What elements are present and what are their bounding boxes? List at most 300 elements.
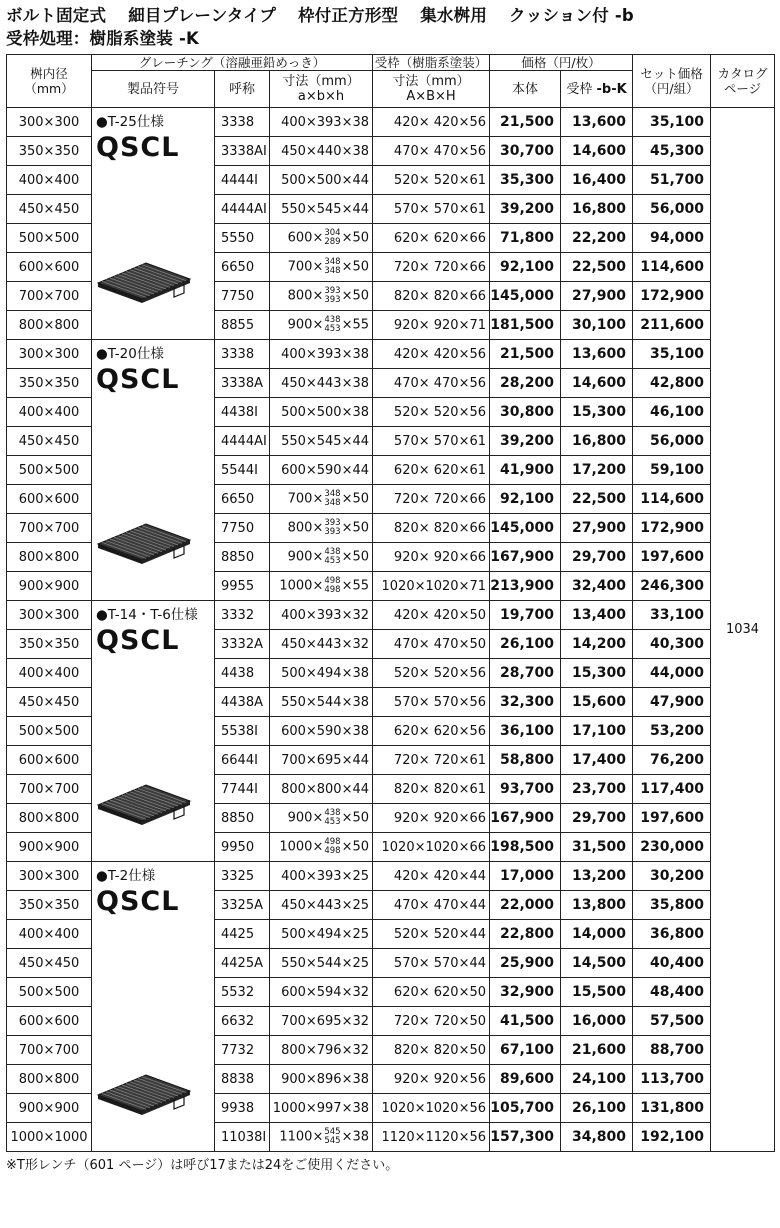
title-part: 枠付正方形型 bbox=[298, 6, 399, 25]
inner-dim-cell: 500×500 bbox=[7, 978, 92, 1007]
body-price-cell: 58,800 bbox=[490, 746, 561, 775]
set-price-cell: 35,800 bbox=[633, 891, 711, 920]
frame-dim-cell: 720× 720×66 bbox=[373, 253, 490, 282]
frame-price-cell: 13,600 bbox=[561, 108, 633, 137]
frame-dim-cell: 820× 820×61 bbox=[373, 775, 490, 804]
frame-dim-cell: 820× 820×50 bbox=[373, 1036, 490, 1065]
body-price-cell: 36,100 bbox=[490, 717, 561, 746]
dim-fraction-bottom: 348 bbox=[324, 498, 341, 508]
inner-dim-cell: 450×450 bbox=[7, 195, 92, 224]
frame-price-cell: 22,500 bbox=[561, 485, 633, 514]
body-price-cell: 92,100 bbox=[490, 485, 561, 514]
dim-fraction-top: 438 bbox=[324, 808, 341, 818]
frame-dim-cell: 420× 420×56 bbox=[373, 340, 490, 369]
nominal-cell: 7744I bbox=[215, 775, 270, 804]
frame-price-cell: 31,500 bbox=[561, 833, 633, 862]
set-price-cell: 42,800 bbox=[633, 369, 711, 398]
dim-prefix: 900× bbox=[287, 549, 324, 565]
dim-fraction-bottom: 453 bbox=[324, 324, 341, 334]
frame-price-cell: 16,800 bbox=[561, 427, 633, 456]
grating-dim-cell: 400×393×32 bbox=[270, 601, 373, 630]
dim-fraction-bottom: 498 bbox=[324, 585, 341, 595]
frame-price-cell: 34,800 bbox=[561, 1123, 633, 1152]
set-price-cell: 57,500 bbox=[633, 1007, 711, 1036]
nominal-cell: 7750 bbox=[215, 514, 270, 543]
nominal-cell: 4425A bbox=[215, 949, 270, 978]
spec-cell bbox=[92, 108, 215, 340]
inner-dim-cell: 800×800 bbox=[7, 804, 92, 833]
set-price-cell: 48,400 bbox=[633, 978, 711, 1007]
dim-fraction bbox=[324, 577, 340, 595]
frame-price-cell: 32,400 bbox=[561, 572, 633, 601]
dim-prefix: 900× bbox=[287, 317, 324, 333]
frame-dim-cell: 470× 470×56 bbox=[373, 137, 490, 166]
frame-price-cell: 17,200 bbox=[561, 456, 633, 485]
table-row bbox=[7, 108, 775, 137]
inner-dim-cell: 400×400 bbox=[7, 398, 92, 427]
header-frame-group: 受枠（樹脂系塗装） bbox=[373, 55, 490, 71]
inner-dim-cell: 800×800 bbox=[7, 311, 92, 340]
inner-dim-cell: 300×300 bbox=[7, 862, 92, 891]
frame-price-cell: 29,700 bbox=[561, 804, 633, 833]
body-price-cell: 145,000 bbox=[490, 282, 561, 311]
dim-fraction bbox=[324, 519, 340, 537]
frame-dim-cell: 570× 570×56 bbox=[373, 688, 490, 717]
dim-fraction-bottom: 393 bbox=[324, 527, 341, 537]
inner-dim-cell: 400×400 bbox=[7, 659, 92, 688]
table-row bbox=[7, 601, 775, 630]
dim-fraction-bottom: 453 bbox=[324, 556, 341, 566]
dim-fraction-bottom: 545 bbox=[324, 1136, 341, 1146]
dim-fraction-top: 438 bbox=[324, 547, 341, 557]
frame-dim-cell: 1020×1020×66 bbox=[373, 833, 490, 862]
header-nominal: 呼称 bbox=[215, 71, 270, 108]
grating-icon bbox=[94, 518, 194, 566]
frame-price-cell: 13,400 bbox=[561, 601, 633, 630]
header-frame-price: 受枠 -b-K bbox=[561, 71, 633, 108]
inner-dim-cell: 600×600 bbox=[7, 485, 92, 514]
inner-dim-cell: 300×300 bbox=[7, 340, 92, 369]
set-price-cell: 76,200 bbox=[633, 746, 711, 775]
nominal-cell: 3332 bbox=[215, 601, 270, 630]
set-price-cell: 172,900 bbox=[633, 514, 711, 543]
nominal-cell: 7750 bbox=[215, 282, 270, 311]
body-price-cell: 35,300 bbox=[490, 166, 561, 195]
product-logo: QSCL bbox=[96, 132, 180, 163]
nominal-cell: 5532 bbox=[215, 978, 270, 1007]
body-price-cell: 198,500 bbox=[490, 833, 561, 862]
set-price-cell: 192,100 bbox=[633, 1123, 711, 1152]
nominal-cell: 4438A bbox=[215, 688, 270, 717]
body-price-cell: 28,700 bbox=[490, 659, 561, 688]
nominal-cell: 9955 bbox=[215, 572, 270, 601]
set-price-cell: 33,100 bbox=[633, 601, 711, 630]
inner-dim-cell: 900×900 bbox=[7, 572, 92, 601]
grating-dim-cell bbox=[270, 311, 373, 340]
inner-dim-cell: 600×600 bbox=[7, 746, 92, 775]
frame-price-cell: 16,400 bbox=[561, 166, 633, 195]
nominal-cell: 9938 bbox=[215, 1094, 270, 1123]
grating-dim-cell: 900×896×38 bbox=[270, 1065, 373, 1094]
body-price-cell: 93,700 bbox=[490, 775, 561, 804]
frame-dim-cell: 520× 520×56 bbox=[373, 659, 490, 688]
frame-price-cell: 21,600 bbox=[561, 1036, 633, 1065]
dim-suffix: ×50 bbox=[341, 230, 370, 246]
grating-dim-cell bbox=[270, 282, 373, 311]
nominal-cell: 3325A bbox=[215, 891, 270, 920]
grating-dim-cell: 550×544×38 bbox=[270, 688, 373, 717]
body-price-cell: 181,500 bbox=[490, 311, 561, 340]
set-price-cell: 46,100 bbox=[633, 398, 711, 427]
footnote: ※T形レンチ（601 ページ）は呼び17または24をご使用ください。 bbox=[6, 1158, 399, 1173]
set-price-cell: 114,600 bbox=[633, 485, 711, 514]
dim-prefix: 700× bbox=[287, 259, 324, 275]
body-price-cell: 22,000 bbox=[490, 891, 561, 920]
set-price-cell: 56,000 bbox=[633, 195, 711, 224]
inner-dim-cell: 500×500 bbox=[7, 717, 92, 746]
dim-fraction-bottom: 393 bbox=[324, 295, 341, 305]
spec-cell bbox=[92, 862, 215, 1152]
frame-dim-cell: 470× 470×56 bbox=[373, 369, 490, 398]
spec-title: ●T-20仕様 bbox=[96, 346, 164, 362]
dim-fraction bbox=[324, 548, 340, 566]
set-price-cell: 117,400 bbox=[633, 775, 711, 804]
frame-dim-cell: 720× 720×66 bbox=[373, 485, 490, 514]
nominal-cell: 6650 bbox=[215, 485, 270, 514]
frame-price-cell: 22,200 bbox=[561, 224, 633, 253]
title-part: 細目プレーンタイプ bbox=[128, 6, 277, 25]
nominal-cell: 4444AI bbox=[215, 195, 270, 224]
body-price-cell: 25,900 bbox=[490, 949, 561, 978]
grating-dim-cell: 500×494×25 bbox=[270, 920, 373, 949]
body-price-cell: 41,900 bbox=[490, 456, 561, 485]
title-part: クッション付 -b bbox=[509, 6, 634, 25]
set-price-cell: 35,100 bbox=[633, 340, 711, 369]
frame-price-cell: 27,900 bbox=[561, 282, 633, 311]
inner-dim-cell: 600×600 bbox=[7, 1007, 92, 1036]
dim-suffix: ×55 bbox=[341, 578, 370, 594]
nominal-cell: 4438I bbox=[215, 398, 270, 427]
set-price-cell: 35,100 bbox=[633, 108, 711, 137]
frame-dim-cell: 1120×1120×56 bbox=[373, 1123, 490, 1152]
nominal-cell: 6644I bbox=[215, 746, 270, 775]
grating-dim-cell: 450×443×25 bbox=[270, 891, 373, 920]
frame-dim-cell: 520× 520×61 bbox=[373, 166, 490, 195]
inner-dim-cell: 350×350 bbox=[7, 369, 92, 398]
set-price-cell: 59,100 bbox=[633, 456, 711, 485]
header-inner-dim: 桝内径 （mm） bbox=[7, 55, 92, 108]
frame-price-cell: 27,900 bbox=[561, 514, 633, 543]
frame-dim-cell: 620× 620×66 bbox=[373, 224, 490, 253]
body-price-cell: 30,800 bbox=[490, 398, 561, 427]
frame-dim-cell: 570× 570×61 bbox=[373, 427, 490, 456]
frame-price-cell: 16,800 bbox=[561, 195, 633, 224]
header-price-group: 価格（円/枚） bbox=[490, 55, 633, 71]
inner-dim-cell: 800×800 bbox=[7, 543, 92, 572]
body-price-cell: 21,500 bbox=[490, 340, 561, 369]
frame-dim-cell: 620× 620×61 bbox=[373, 456, 490, 485]
frame-dim-cell: 820× 820×66 bbox=[373, 282, 490, 311]
dim-suffix: ×50 bbox=[341, 491, 370, 507]
frame-price-cell: 16,000 bbox=[561, 1007, 633, 1036]
set-price-cell: 44,000 bbox=[633, 659, 711, 688]
grating-dim-cell: 800×796×32 bbox=[270, 1036, 373, 1065]
product-logo: QSCL bbox=[96, 886, 180, 917]
inner-dim-cell: 600×600 bbox=[7, 253, 92, 282]
dim-fraction-top: 393 bbox=[324, 286, 341, 296]
dim-prefix: 800× bbox=[287, 520, 324, 536]
dim-fraction-top: 438 bbox=[324, 315, 341, 325]
nominal-cell: 8838 bbox=[215, 1065, 270, 1094]
grating-dim-cell: 500×500×44 bbox=[270, 166, 373, 195]
dim-fraction-bottom: 498 bbox=[324, 846, 341, 856]
frame-dim-cell: 920× 920×66 bbox=[373, 543, 490, 572]
header-set-price: セット価格 （円/組） bbox=[633, 55, 711, 108]
dim-fraction bbox=[324, 316, 340, 334]
set-price-cell: 51,700 bbox=[633, 166, 711, 195]
inner-dim-cell: 300×300 bbox=[7, 108, 92, 137]
grating-dim-cell bbox=[270, 485, 373, 514]
set-price-cell: 94,000 bbox=[633, 224, 711, 253]
set-price-cell: 246,300 bbox=[633, 572, 711, 601]
inner-dim-cell: 500×500 bbox=[7, 456, 92, 485]
frame-price-cell: 14,500 bbox=[561, 949, 633, 978]
grating-dim-cell bbox=[270, 514, 373, 543]
set-price-cell: 30,200 bbox=[633, 862, 711, 891]
dim-fraction bbox=[324, 490, 340, 508]
grating-dim-cell bbox=[270, 224, 373, 253]
frame-price-cell: 22,500 bbox=[561, 253, 633, 282]
grating-icon bbox=[94, 1069, 194, 1117]
dim-fraction bbox=[324, 229, 340, 247]
body-price-cell: 92,100 bbox=[490, 253, 561, 282]
frame-price-cell: 14,000 bbox=[561, 920, 633, 949]
grating-dim-cell: 600×590×38 bbox=[270, 717, 373, 746]
dim-suffix: ×38 bbox=[341, 1129, 370, 1145]
frame-dim-cell: 570× 570×61 bbox=[373, 195, 490, 224]
set-price-cell: 53,200 bbox=[633, 717, 711, 746]
dim-suffix: ×55 bbox=[341, 317, 370, 333]
dim-suffix: ×50 bbox=[341, 810, 370, 826]
grating-dim-cell bbox=[270, 1123, 373, 1152]
inner-dim-cell: 350×350 bbox=[7, 891, 92, 920]
grating-icon bbox=[94, 779, 194, 827]
product-logo: QSCL bbox=[96, 625, 180, 656]
set-price-cell: 36,800 bbox=[633, 920, 711, 949]
spec-title: ●T-25仕様 bbox=[96, 114, 164, 130]
table-row bbox=[7, 862, 775, 891]
grating-dim-cell: 550×545×44 bbox=[270, 195, 373, 224]
frame-price-cell: 14,200 bbox=[561, 630, 633, 659]
dim-fraction bbox=[324, 838, 340, 856]
frame-price-cell: 13,200 bbox=[561, 862, 633, 891]
grating-dim-cell: 600×594×32 bbox=[270, 978, 373, 1007]
grating-dim-cell: 450×443×38 bbox=[270, 369, 373, 398]
dim-prefix: 600× bbox=[287, 230, 324, 246]
dim-prefix: 1100× bbox=[279, 1129, 324, 1145]
nominal-cell: 5550 bbox=[215, 224, 270, 253]
grating-dim-cell bbox=[270, 572, 373, 601]
frame-price-cell: 14,600 bbox=[561, 369, 633, 398]
dim-prefix: 900× bbox=[287, 810, 324, 826]
body-price-cell: 167,900 bbox=[490, 804, 561, 833]
frame-price-cell: 30,100 bbox=[561, 311, 633, 340]
frame-dim-cell: 1020×1020×71 bbox=[373, 572, 490, 601]
grating-dim-cell: 700×695×32 bbox=[270, 1007, 373, 1036]
nominal-cell: 11038I bbox=[215, 1123, 270, 1152]
spec-title: ●T-14・T-6仕様 bbox=[96, 607, 198, 623]
frame-price-cell: 26,100 bbox=[561, 1094, 633, 1123]
inner-dim-cell: 300×300 bbox=[7, 601, 92, 630]
grating-dim-cell: 600×590×44 bbox=[270, 456, 373, 485]
frame-price-cell: 17,400 bbox=[561, 746, 633, 775]
body-price-cell: 21,500 bbox=[490, 108, 561, 137]
nominal-cell: 4444I bbox=[215, 166, 270, 195]
header-catalog: カタログ ページ bbox=[711, 55, 775, 108]
header-product-code: 製品符号 bbox=[92, 71, 215, 108]
nominal-cell: 3332A bbox=[215, 630, 270, 659]
inner-dim-cell: 700×700 bbox=[7, 1036, 92, 1065]
dim-fraction-top: 545 bbox=[324, 1127, 341, 1137]
body-price-cell: 26,100 bbox=[490, 630, 561, 659]
dim-fraction bbox=[324, 258, 340, 276]
body-price-cell: 39,200 bbox=[490, 195, 561, 224]
inner-dim-cell: 1000×1000 bbox=[7, 1123, 92, 1152]
nominal-cell: 4425 bbox=[215, 920, 270, 949]
frame-dim-cell: 420× 420×44 bbox=[373, 862, 490, 891]
dim-suffix: ×50 bbox=[341, 520, 370, 536]
body-price-cell: 19,700 bbox=[490, 601, 561, 630]
title-part: 集水桝用 bbox=[420, 6, 488, 25]
frame-dim-cell: 420× 420×50 bbox=[373, 601, 490, 630]
frame-price-cell: 24,100 bbox=[561, 1065, 633, 1094]
nominal-cell: 8855 bbox=[215, 311, 270, 340]
frame-dim-cell: 620× 620×50 bbox=[373, 978, 490, 1007]
dim-fraction bbox=[324, 287, 340, 305]
frame-price-cell: 15,500 bbox=[561, 978, 633, 1007]
grating-dim-cell: 700×695×44 bbox=[270, 746, 373, 775]
frame-dim-cell: 720× 720×61 bbox=[373, 746, 490, 775]
set-price-cell: 40,400 bbox=[633, 949, 711, 978]
set-price-cell: 230,000 bbox=[633, 833, 711, 862]
frame-price-cell: 17,100 bbox=[561, 717, 633, 746]
dim-fraction bbox=[324, 809, 340, 827]
grating-dim-cell: 450×443×32 bbox=[270, 630, 373, 659]
inner-dim-cell: 350×350 bbox=[7, 137, 92, 166]
grating-dim-cell: 400×393×25 bbox=[270, 862, 373, 891]
frame-price-cell: 14,600 bbox=[561, 137, 633, 166]
frame-dim-cell: 620× 620×56 bbox=[373, 717, 490, 746]
frame-dim-cell: 820× 820×66 bbox=[373, 514, 490, 543]
frame-dim-cell: 570× 570×44 bbox=[373, 949, 490, 978]
title-line-1 bbox=[6, 2, 656, 26]
header-grating-group: グレーチング（溶融亜鉛めっき） bbox=[92, 55, 373, 71]
title-part: ボルト固定式 bbox=[6, 6, 107, 25]
grating-dim-cell bbox=[270, 804, 373, 833]
frame-price-cell: 13,600 bbox=[561, 340, 633, 369]
dim-prefix: 1000× bbox=[279, 839, 324, 855]
frame-dim-cell: 520× 520×44 bbox=[373, 920, 490, 949]
body-price-cell: 105,700 bbox=[490, 1094, 561, 1123]
nominal-cell: 3325 bbox=[215, 862, 270, 891]
spec-cell bbox=[92, 601, 215, 862]
dim-suffix: ×50 bbox=[341, 549, 370, 565]
nominal-cell: 5538I bbox=[215, 717, 270, 746]
set-price-cell: 114,600 bbox=[633, 253, 711, 282]
body-price-cell: 157,300 bbox=[490, 1123, 561, 1152]
nominal-cell: 4438 bbox=[215, 659, 270, 688]
grating-icon bbox=[94, 257, 194, 305]
inner-dim-cell: 700×700 bbox=[7, 775, 92, 804]
nominal-cell: 8850 bbox=[215, 804, 270, 833]
dim-fraction-top: 498 bbox=[324, 576, 341, 586]
grating-dim-cell bbox=[270, 543, 373, 572]
body-price-cell: 17,000 bbox=[490, 862, 561, 891]
frame-dim-cell: 920× 920×56 bbox=[373, 1065, 490, 1094]
dim-suffix: ×50 bbox=[341, 259, 370, 275]
nominal-cell: 3338AI bbox=[215, 137, 270, 166]
frame-price-cell: 29,700 bbox=[561, 543, 633, 572]
dim-fraction-top: 304 bbox=[324, 228, 341, 238]
dim-fraction-top: 393 bbox=[324, 518, 341, 528]
set-price-cell: 197,600 bbox=[633, 804, 711, 833]
grating-dim-cell: 500×494×38 bbox=[270, 659, 373, 688]
catalog-page-cell: 1034 bbox=[711, 108, 775, 1152]
body-price-cell: 28,200 bbox=[490, 369, 561, 398]
grating-dim-cell: 1000×997×38 bbox=[270, 1094, 373, 1123]
title-line-2: 受枠処理：樹脂系塗装 -K bbox=[6, 29, 199, 48]
frame-price-cell: 13,800 bbox=[561, 891, 633, 920]
frame-dim-cell: 470× 470×50 bbox=[373, 630, 490, 659]
nominal-cell: 5544I bbox=[215, 456, 270, 485]
nominal-cell: 6632 bbox=[215, 1007, 270, 1036]
inner-dim-cell: 350×350 bbox=[7, 630, 92, 659]
dim-suffix: ×50 bbox=[341, 288, 370, 304]
nominal-cell: 4444AI bbox=[215, 427, 270, 456]
nominal-cell: 3338 bbox=[215, 340, 270, 369]
inner-dim-cell: 800×800 bbox=[7, 1065, 92, 1094]
inner-dim-cell: 450×450 bbox=[7, 688, 92, 717]
header-grating-dim: 寸法（mm） a×b×h bbox=[270, 71, 373, 108]
frame-dim-cell: 920× 920×71 bbox=[373, 311, 490, 340]
grating-dim-cell: 450×440×38 bbox=[270, 137, 373, 166]
frame-dim-cell: 520× 520×56 bbox=[373, 398, 490, 427]
frame-price-cell: 15,600 bbox=[561, 688, 633, 717]
body-price-cell: 89,600 bbox=[490, 1065, 561, 1094]
spec-title: ●T-2仕様 bbox=[96, 868, 156, 884]
set-price-cell: 113,700 bbox=[633, 1065, 711, 1094]
dim-fraction bbox=[324, 1128, 340, 1146]
body-price-cell: 22,800 bbox=[490, 920, 561, 949]
dim-suffix: ×50 bbox=[341, 839, 370, 855]
frame-price-cell: 15,300 bbox=[561, 398, 633, 427]
inner-dim-cell: 700×700 bbox=[7, 514, 92, 543]
header-frame-dim: 寸法（mm） A×B×H bbox=[373, 71, 490, 108]
dim-prefix: 800× bbox=[287, 288, 324, 304]
inner-dim-cell: 450×450 bbox=[7, 427, 92, 456]
inner-dim-cell: 500×500 bbox=[7, 224, 92, 253]
product-logo: QSCL bbox=[96, 364, 180, 395]
set-price-cell: 131,800 bbox=[633, 1094, 711, 1123]
dim-fraction-top: 498 bbox=[324, 837, 341, 847]
grating-dim-cell: 550×544×25 bbox=[270, 949, 373, 978]
nominal-cell: 6650 bbox=[215, 253, 270, 282]
nominal-cell: 3338 bbox=[215, 108, 270, 137]
grating-dim-cell: 400×393×38 bbox=[270, 108, 373, 137]
body-price-cell: 32,900 bbox=[490, 978, 561, 1007]
set-price-cell: 47,900 bbox=[633, 688, 711, 717]
inner-dim-cell: 900×900 bbox=[7, 833, 92, 862]
